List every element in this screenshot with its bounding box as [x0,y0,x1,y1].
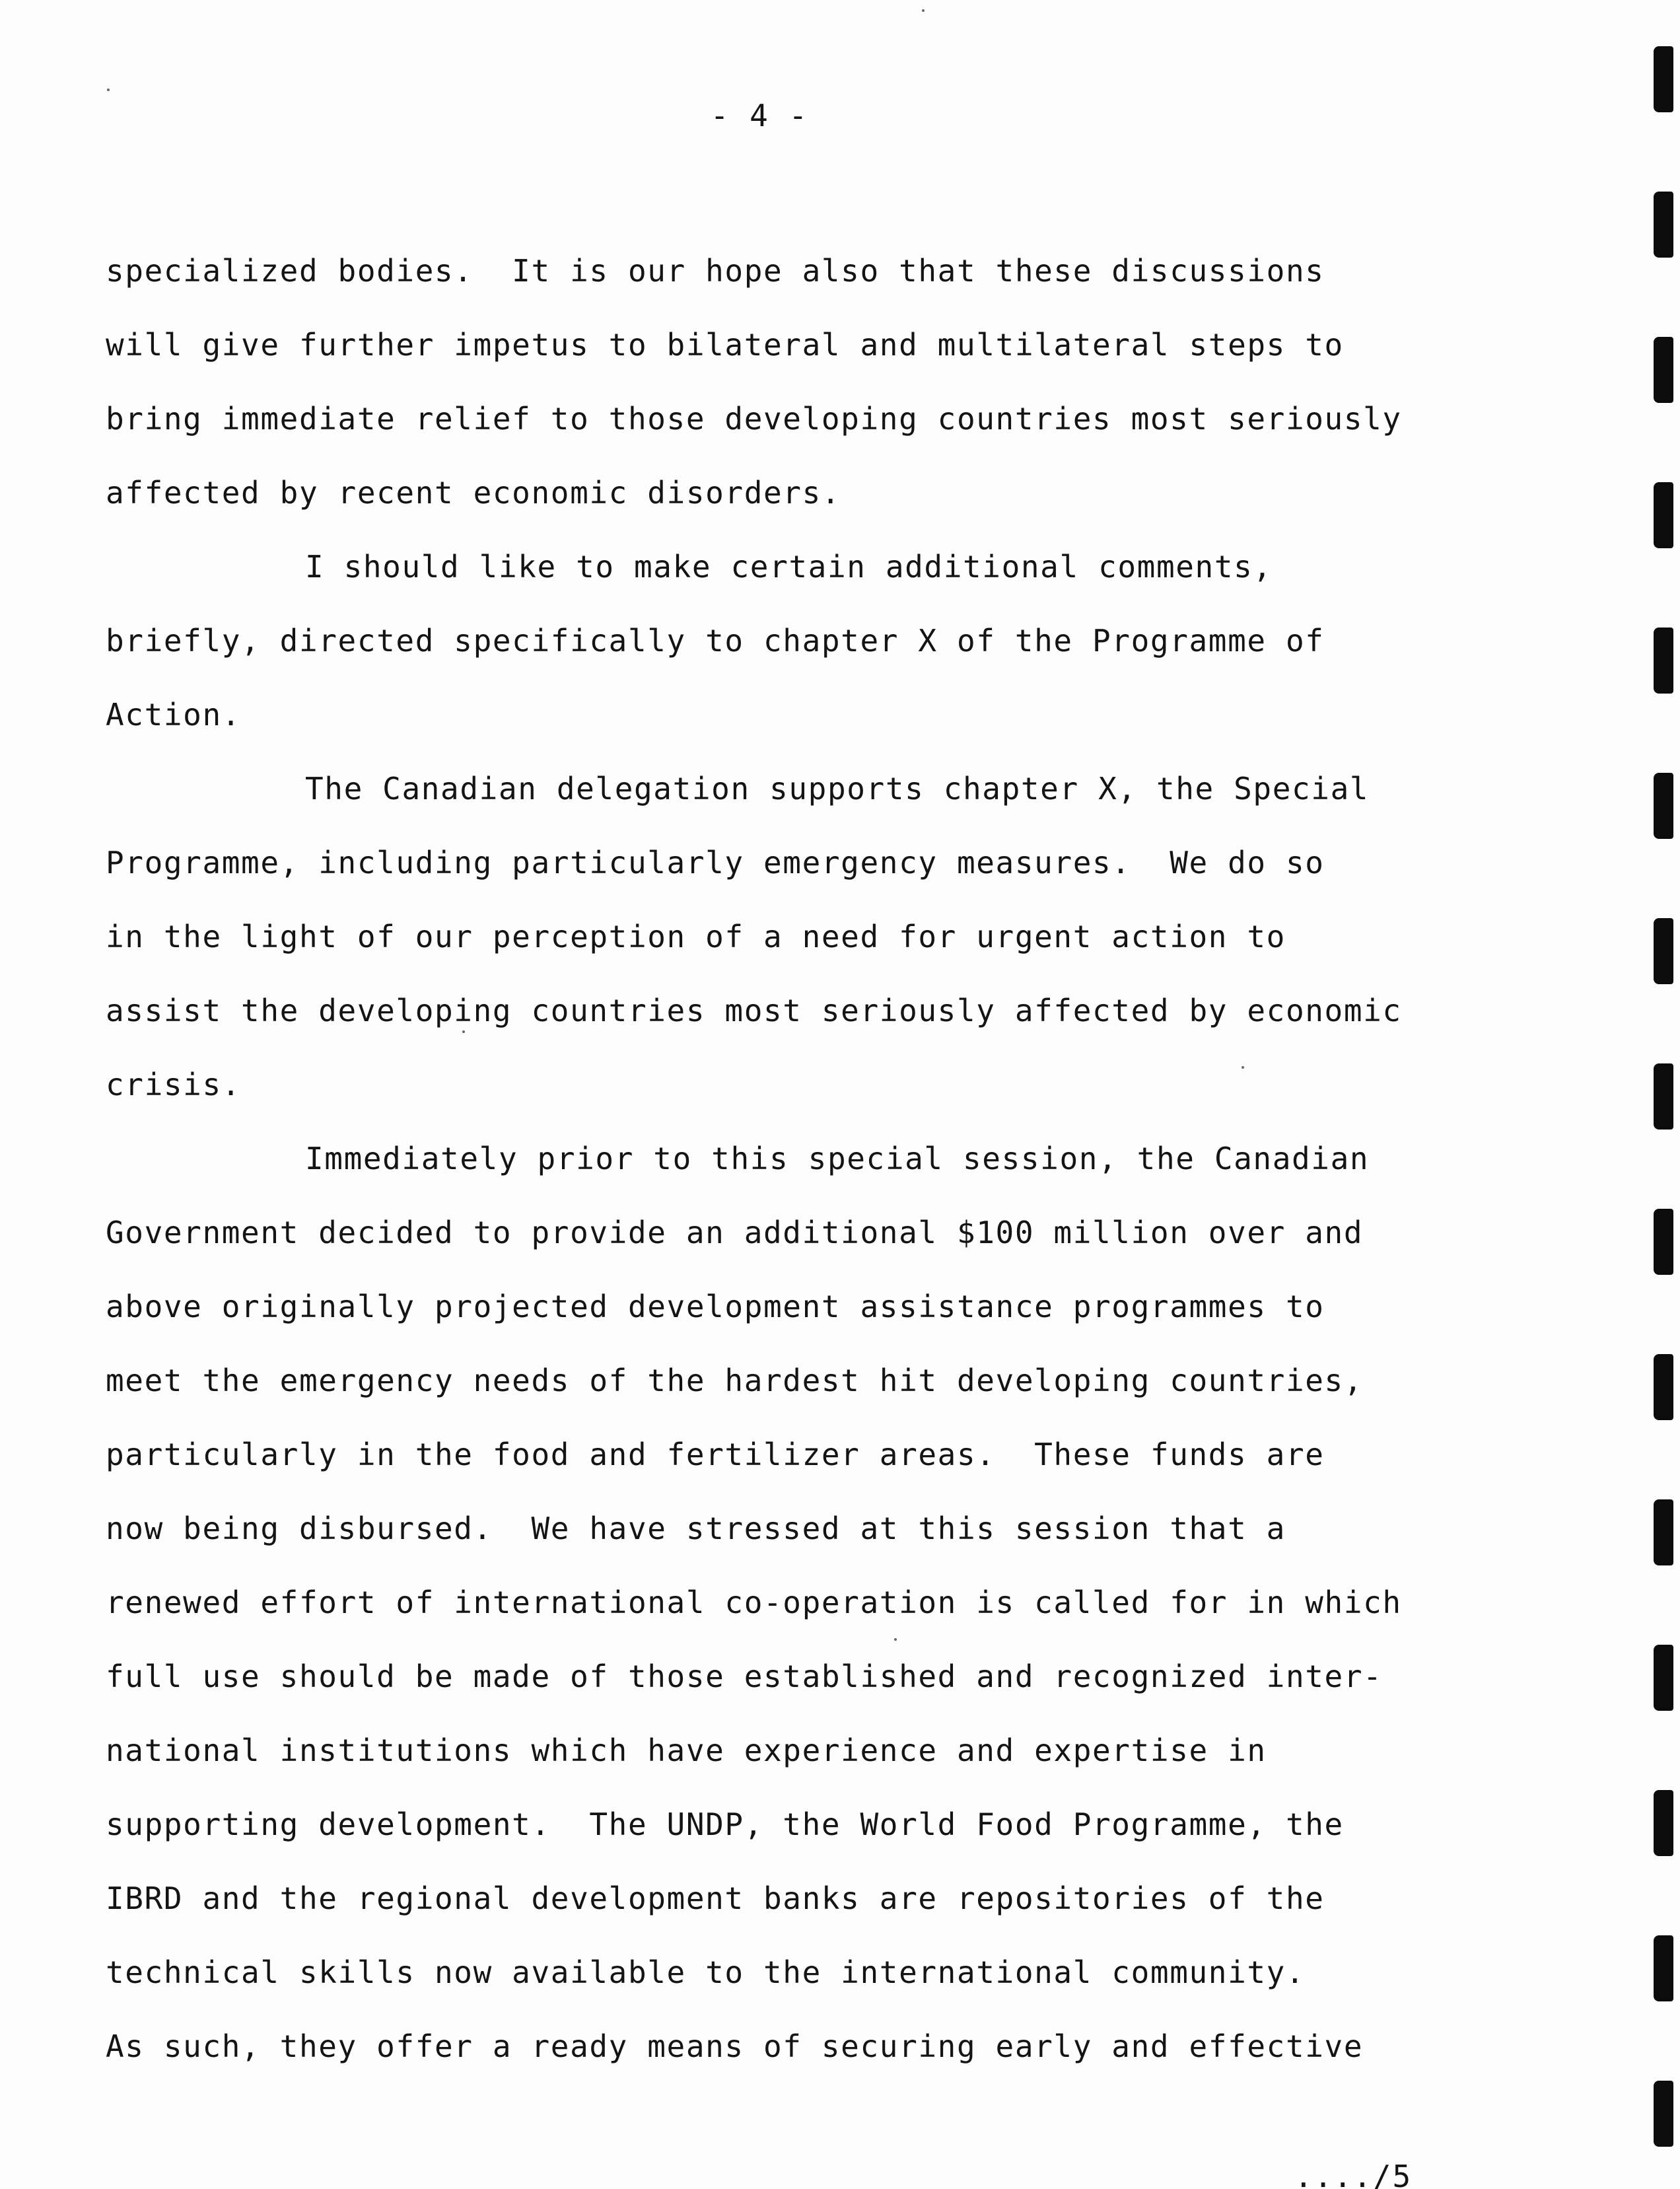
text-line: specialized bodies. It is our hope also that these discussions [106,253,1325,289]
text-line: As such, they offer a ready means of securing early and effective [106,2028,1364,2064]
page-number: - 4 - [710,98,809,133]
paragraph-start-line: The Canadian delegation supports chapter X, the Special [305,771,1370,807]
binding-hole-mark [1654,1209,1673,1275]
text-line: briefly, directed specifically to chapter X of the Programme of [106,623,1325,659]
paragraph-start-line: Immediately prior to this special session, the Canadian [305,1141,1370,1176]
body-text [106,234,1479,2083]
scan-speck [107,89,110,91]
binding-hole-mark [1654,1499,1673,1565]
text-line: now being disbursed. We have stressed at this session that a [106,1511,1286,1546]
text-line: Government decided to provide an additional $100 million over and [106,1215,1364,1250]
text-line: above originally projected development assistance programmes to [106,1289,1325,1324]
binding-hole-mark [1654,1935,1673,2001]
text-line: will give further impetus to bilateral and multilateral steps to [106,327,1344,363]
binding-hole-mark [1654,773,1673,839]
text-line: supporting development. The UNDP, the World Food Programme, the [106,1807,1344,1842]
text-line: meet the emergency needs of the hardest hit developing countries, [106,1363,1364,1398]
binding-hole-mark [1654,1354,1673,1420]
text-line: IBRD and the regional development banks are repositories of the [106,1881,1325,1916]
binding-hole-mark [1654,1063,1673,1130]
binding-hole-mark [1654,337,1673,403]
continuation-marker: ..../5 [1294,2159,1413,2189]
text-line: Action. [106,697,242,733]
scan-speck [894,1638,897,1641]
scan-speck [462,1030,465,1033]
scan-speck [922,9,925,12]
binding-hole-mark [1654,482,1673,548]
text-line: particularly in the food and fertilizer areas. These funds are [106,1437,1325,1472]
binding-hole-mark [1654,628,1673,694]
binding-hole-mark [1654,918,1673,984]
text-line: technical skills now available to the international community. [106,1955,1306,1990]
text-line: national institutions which have experience and expertise in [106,1733,1267,1768]
text-line: full use should be made of those established and recognized inter- [106,1659,1383,1694]
text-line: affected by recent economic disorders. [106,475,841,511]
paragraph-start-line: I should like to make certain additional comments, [305,549,1273,585]
binding-marks [1640,26,1680,2189]
text-line: Programme, including particularly emergency measures. We do so [106,845,1325,880]
text-line: crisis. [106,1067,242,1102]
binding-hole-mark [1654,1790,1673,1856]
text-line: assist the developing countries most seriously affected by economic [106,993,1402,1028]
binding-hole-mark [1654,2081,1673,2147]
text-line: in the light of our perception of a need for urgent action to [106,919,1286,954]
text-line: renewed effort of international co-operation is called for in which [106,1585,1402,1620]
binding-hole-mark [1654,192,1673,258]
binding-hole-mark [1654,1645,1673,1711]
text-line: bring immediate relief to those developing countries most seriously [106,401,1402,437]
binding-hole-mark [1654,46,1673,112]
scan-speck [1242,1066,1244,1069]
